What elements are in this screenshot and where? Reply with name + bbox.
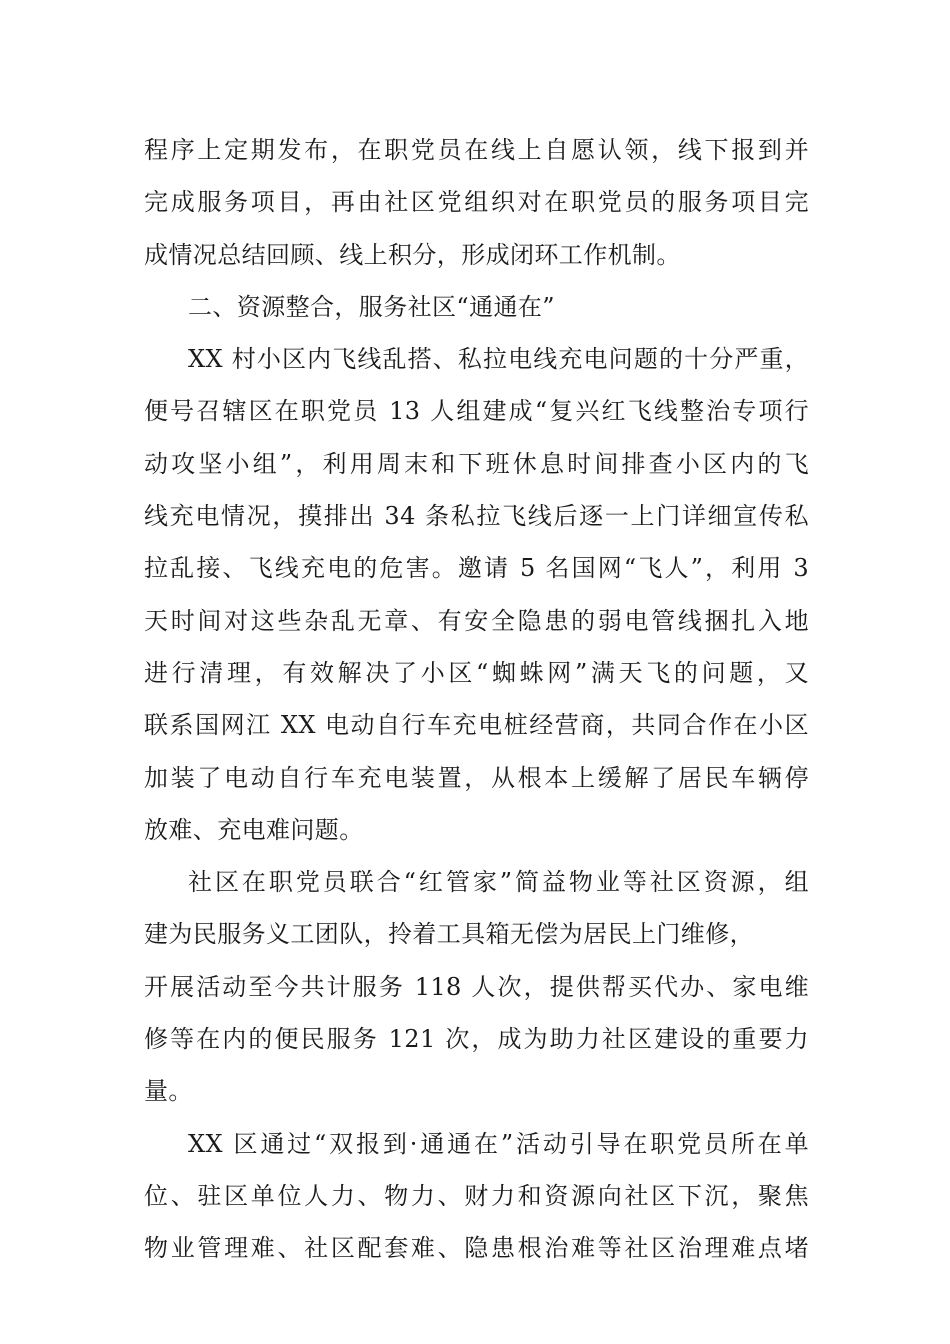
- text-line: 位、驻区单位人力、物力、财力和资源向社区下沉，聚焦: [144, 1181, 809, 1210]
- text-line: 完成服务项目，再由社区党组织对在职党员的服务项目完: [144, 188, 809, 217]
- text-line: 成情况总结回顾、线上积分，形成闭环工作机制。: [144, 240, 681, 269]
- text-line: 便号召辖区在职党员 13 人组建成“复兴红飞线整治专项行: [144, 397, 809, 426]
- text-line: 量。: [144, 1077, 193, 1106]
- text-line: 进行清理，有效解决了小区“蜘蛛网”满天飞的问题，又: [144, 658, 809, 687]
- text-line: 拉乱接、飞线充电的危害。邀请 5 名国网“飞人”，利用 3: [144, 554, 809, 583]
- paragraph-volunteers: [144, 856, 809, 1117]
- text-line: 社区在职党员联合“红管家”简益物业等社区资源，组: [188, 868, 809, 897]
- text-line: 动攻坚小组”，利用周末和下班休息时间排查小区内的飞: [144, 449, 809, 478]
- text-line: 放难、充电难问题。: [144, 815, 364, 844]
- section-heading: [144, 281, 809, 333]
- text-line: 加装了电动自行车充电装置，从根本上缓解了居民车辆停: [144, 763, 809, 792]
- text-line: 修等在内的便民服务 121 次，成为助力社区建设的重要力: [144, 1025, 809, 1054]
- text-line: 建为民服务义工团队，拎着工具箱无偿为居民上门维修，: [144, 920, 754, 949]
- text-line: 程序上定期发布，在职党员在线上自愿认领，线下报到并: [144, 136, 809, 164]
- text-line: 开展活动至今共计服务 118 人次，提供帮买代办、家电维: [144, 972, 809, 1001]
- text-line: 天时间对这些杂乱无章、有安全隐患的弱电管线捆扎入地: [144, 606, 809, 635]
- text-line: 联系国网江 XX 电动自行车充电桩经营商，共同合作在小区: [144, 711, 809, 740]
- paragraph-continuation: [144, 124, 809, 281]
- text-line: 线充电情况，摸排出 34 条私拉飞线后逐一上门详细宣传私: [144, 502, 809, 531]
- text-line: 物业管理难、社区配套难、隐患根治难等社区治理难点堵: [144, 1234, 809, 1263]
- text-line: XX 村小区内飞线乱搭、私拉电线充电问题的十分严重，: [188, 345, 809, 374]
- section-heading-text: 二、资源整合，服务社区“通通在”: [188, 292, 555, 321]
- document-body: [144, 124, 809, 1275]
- paragraph-district: [144, 1118, 809, 1275]
- paragraph-wires: [144, 333, 809, 856]
- text-line: XX 区通过“双报到·通通在”活动引导在职党员所在单: [188, 1129, 809, 1158]
